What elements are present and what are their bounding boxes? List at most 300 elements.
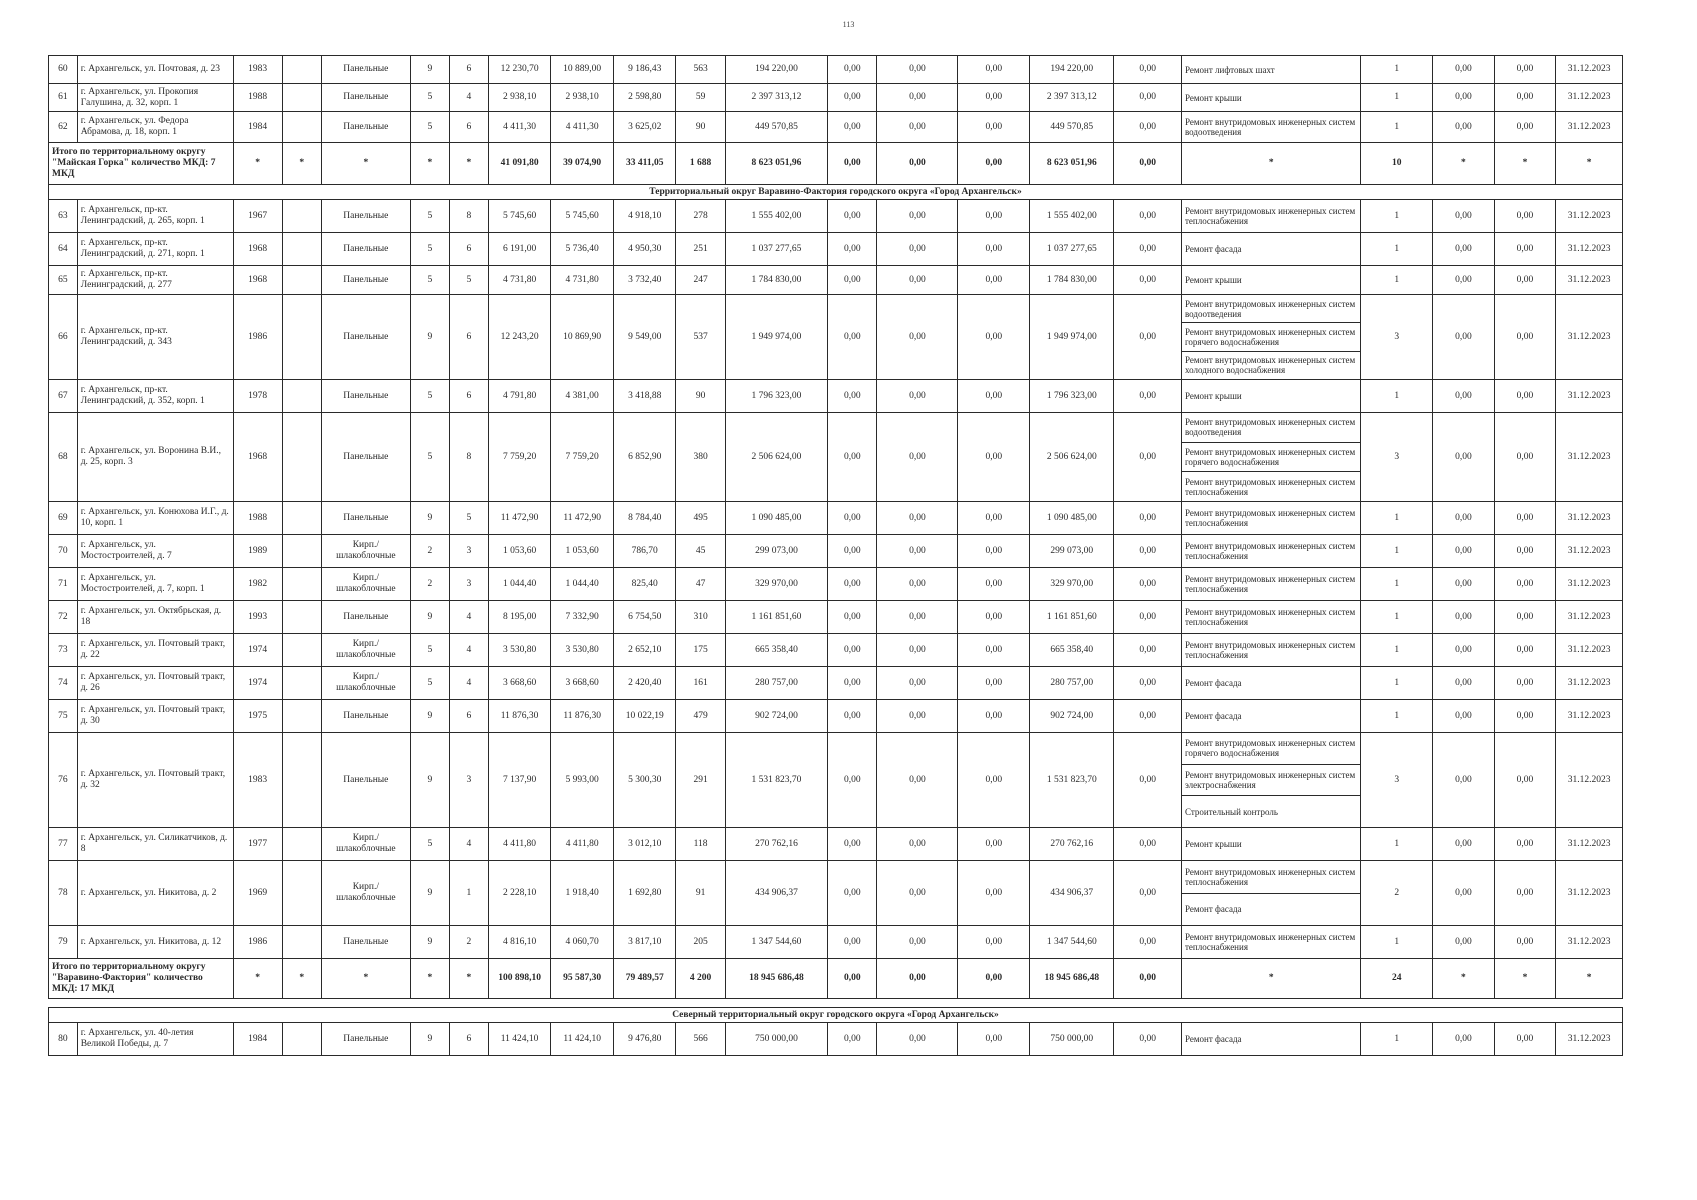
entrances: 2 [449, 926, 488, 959]
floors: 5 [410, 828, 449, 861]
deadline: 31.12.2023 [1556, 667, 1623, 700]
build-year: 1983 [233, 56, 282, 84]
works-cell [1181, 56, 1360, 84]
floors: 9 [410, 1023, 449, 1056]
entrances: 8 [449, 413, 488, 502]
area-residential: 11 424,10 [551, 1023, 614, 1056]
area-total: 11 424,10 [488, 1023, 551, 1056]
area-living: 10 022,19 [613, 700, 676, 733]
work-type: Ремонт внутридомовых инженерных систем водоотведения [1182, 295, 1360, 323]
area-living: 1 692,80 [613, 861, 676, 926]
unit-cost-1: 0,00 [1433, 926, 1495, 959]
total-cost-region: 0,00 [877, 143, 958, 185]
deadline: 31.12.2023 [1556, 502, 1623, 535]
wall-material: Кирп./ шлакоблочные [321, 828, 410, 861]
cost-owners: 449 570,85 [1030, 112, 1114, 143]
works-count: 1 [1361, 700, 1433, 733]
works-count: 3 [1361, 295, 1433, 380]
deadline: 31.12.2023 [1556, 413, 1623, 502]
cost-total: 299 073,00 [725, 535, 828, 568]
area-living: 3 012,10 [613, 828, 676, 861]
unit-cost-1: 0,00 [1433, 601, 1495, 634]
area-living: 4 918,10 [613, 200, 676, 233]
table-row [49, 84, 1623, 112]
entrances: 6 [449, 380, 488, 413]
residents: 45 [676, 535, 725, 568]
cost-total: 270 762,16 [725, 828, 828, 861]
address: г. Архангельск, ул. Почтовый тракт, д. 30 [77, 700, 233, 733]
table-row [49, 502, 1623, 535]
area-total: 12 243,20 [488, 295, 551, 380]
unit-cost-1: 0,00 [1433, 568, 1495, 601]
area-living: 825,40 [613, 568, 676, 601]
unit-cost-2: 0,00 [1494, 1023, 1556, 1056]
works-count: 1 [1361, 1023, 1433, 1056]
row-number: 64 [49, 233, 78, 266]
works-count: 1 [1361, 634, 1433, 667]
total-cost-region: 0,00 [877, 959, 958, 999]
cost-fund: 0,00 [828, 926, 877, 959]
works-cell [1181, 1023, 1360, 1056]
cost-fund: 0,00 [828, 568, 877, 601]
residents: 537 [676, 295, 725, 380]
build-year: 1968 [233, 233, 282, 266]
cost-owners: 750 000,00 [1030, 1023, 1114, 1056]
district-title: Территориальный округ Варавино-Фактория городского округа «Город Архангельск» [49, 185, 1623, 200]
row-number: 76 [49, 733, 78, 828]
deadline: 31.12.2023 [1556, 112, 1623, 143]
unit-cost-2: 0,00 [1494, 413, 1556, 502]
residents: 380 [676, 413, 725, 502]
work-type: Ремонт лифтовых шахт [1184, 64, 1275, 75]
work-type: Ремонт крыши [1184, 275, 1242, 285]
works-count: 3 [1361, 733, 1433, 828]
total-star: * [1494, 143, 1556, 185]
cost-city: 0,00 [958, 601, 1030, 634]
area-residential: 7 759,20 [551, 413, 614, 502]
works-count: 1 [1361, 568, 1433, 601]
work-type: Ремонт внутридомовых инженерных систем теплоснабжения [1184, 607, 1356, 627]
empty-cell [282, 861, 321, 926]
build-year: 1984 [233, 1023, 282, 1056]
deadline: 31.12.2023 [1556, 700, 1623, 733]
deadline: 31.12.2023 [1556, 380, 1623, 413]
build-year: 1967 [233, 200, 282, 233]
cost-fund: 0,00 [828, 733, 877, 828]
cost-region: 0,00 [877, 112, 958, 143]
entrances: 3 [449, 733, 488, 828]
floors: 9 [410, 700, 449, 733]
unit-cost-1: 0,00 [1433, 634, 1495, 667]
total-star: * [1556, 959, 1623, 999]
area-total: 4 816,10 [488, 926, 551, 959]
empty-cell [282, 233, 321, 266]
cost-region: 0,00 [877, 667, 958, 700]
total-star: * [282, 143, 321, 185]
cost-other: 0,00 [1114, 828, 1182, 861]
works-count: 3 [1361, 413, 1433, 502]
build-year: 1984 [233, 112, 282, 143]
row-number: 69 [49, 502, 78, 535]
empty-cell [282, 56, 321, 84]
address: г. Архангельск, ул. Октябрьская, д. 18 [77, 601, 233, 634]
cost-fund: 0,00 [828, 233, 877, 266]
residents: 175 [676, 634, 725, 667]
works-count: 2 [1361, 861, 1433, 926]
entrances: 6 [449, 295, 488, 380]
works-count: 1 [1361, 266, 1433, 295]
wall-material: Панельные [321, 295, 410, 380]
unit-cost-2: 0,00 [1494, 380, 1556, 413]
works-cell [1181, 568, 1360, 601]
works-cell [1181, 84, 1360, 112]
wall-material: Панельные [321, 413, 410, 502]
area-total: 4 731,80 [488, 266, 551, 295]
address: г. Архангельск, ул. Федора Абрамова, д. 18, корп. 1 [77, 112, 233, 143]
area-living: 4 950,30 [613, 233, 676, 266]
area-total: 11 472,90 [488, 502, 551, 535]
entrances: 4 [449, 84, 488, 112]
total-area-residential: 39 074,90 [551, 143, 614, 185]
work-type: Ремонт крыши [1184, 839, 1242, 849]
total-works-count: 24 [1361, 959, 1433, 999]
works-cell [1181, 502, 1360, 535]
work-type: Ремонт внутридомовых инженерных систем холодного водоснабжения [1184, 355, 1356, 376]
cost-city: 0,00 [958, 200, 1030, 233]
area-residential: 2 938,10 [551, 84, 614, 112]
deadline: 31.12.2023 [1556, 733, 1623, 828]
cost-total: 194 220,00 [725, 56, 828, 84]
build-year: 1969 [233, 861, 282, 926]
deadline: 31.12.2023 [1556, 926, 1623, 959]
address: г. Архангельск, пр-кт. Ленинградский, д. 277 [77, 266, 233, 295]
row-number: 73 [49, 634, 78, 667]
area-total: 3 668,60 [488, 667, 551, 700]
work-type: Ремонт внутридомовых инженерных систем электроснабжения [1182, 765, 1360, 797]
area-residential: 5 745,60 [551, 200, 614, 233]
build-year: 1986 [233, 926, 282, 959]
build-year: 1977 [233, 828, 282, 861]
total-area-residential: 95 587,30 [551, 959, 614, 999]
cost-fund: 0,00 [828, 295, 877, 380]
cost-total: 1 796 323,00 [725, 380, 828, 413]
empty-cell [282, 926, 321, 959]
build-year: 1988 [233, 502, 282, 535]
residents: 91 [676, 861, 725, 926]
unit-cost-1: 0,00 [1433, 266, 1495, 295]
total-star: * [1181, 143, 1360, 185]
residents: 291 [676, 733, 725, 828]
address: г. Архангельск, пр-кт. Ленинградский, д. 343 [77, 295, 233, 380]
residents: 118 [676, 828, 725, 861]
address: г. Архангельск, ул. Никитова, д. 12 [77, 926, 233, 959]
empty-cell [282, 535, 321, 568]
cost-other: 0,00 [1114, 84, 1182, 112]
unit-cost-2: 0,00 [1494, 926, 1556, 959]
entrances: 5 [449, 502, 488, 535]
district-header [49, 185, 1623, 200]
area-total: 7 759,20 [488, 413, 551, 502]
works-cell [1181, 233, 1360, 266]
cost-other: 0,00 [1114, 380, 1182, 413]
total-star: * [1433, 959, 1495, 999]
district-header [49, 1008, 1623, 1023]
address: г. Архангельск, пр-кт. Ленинградский, д. 271, корп. 1 [77, 233, 233, 266]
cost-owners: 1 949 974,00 [1030, 295, 1114, 380]
cost-region: 0,00 [877, 535, 958, 568]
cost-other: 0,00 [1114, 295, 1182, 380]
cost-other: 0,00 [1114, 926, 1182, 959]
unit-cost-2: 0,00 [1494, 601, 1556, 634]
works-cell [1181, 295, 1360, 380]
area-living: 5 300,30 [613, 733, 676, 828]
works-cell [1181, 733, 1360, 828]
row-number: 72 [49, 601, 78, 634]
empty-cell [282, 634, 321, 667]
cost-region: 0,00 [877, 84, 958, 112]
row-number: 75 [49, 700, 78, 733]
unit-cost-1: 0,00 [1433, 295, 1495, 380]
unit-cost-2: 0,00 [1494, 634, 1556, 667]
work-type: Ремонт фасада [1184, 244, 1242, 254]
work-type: Ремонт фасада [1184, 711, 1242, 721]
table-row [49, 828, 1623, 861]
works-count: 1 [1361, 200, 1433, 233]
residents: 247 [676, 266, 725, 295]
work-type: Ремонт внутридомовых инженерных систем теплоснабжения [1184, 541, 1356, 561]
wall-material: Панельные [321, 200, 410, 233]
build-year: 1982 [233, 568, 282, 601]
row-number: 61 [49, 84, 78, 112]
residents: 495 [676, 502, 725, 535]
cost-city: 0,00 [958, 700, 1030, 733]
total-cost: 8 623 051,96 [725, 143, 828, 185]
address: г. Архангельск, ул. Почтовая, д. 23 [77, 56, 233, 84]
unit-cost-2: 0,00 [1494, 56, 1556, 84]
total-residents: 4 200 [676, 959, 725, 999]
deadline: 31.12.2023 [1556, 1023, 1623, 1056]
cost-total: 449 570,85 [725, 112, 828, 143]
area-total: 4 411,30 [488, 112, 551, 143]
table-body [49, 56, 1623, 1056]
works-count: 1 [1361, 535, 1433, 568]
cost-other: 0,00 [1114, 601, 1182, 634]
cost-city: 0,00 [958, 667, 1030, 700]
row-number: 68 [49, 413, 78, 502]
page-number: 113 [842, 20, 855, 29]
empty-cell [282, 568, 321, 601]
total-area-living: 79 489,57 [613, 959, 676, 999]
area-residential: 1 044,40 [551, 568, 614, 601]
area-residential: 4 411,80 [551, 828, 614, 861]
empty-cell [282, 733, 321, 828]
row-number: 63 [49, 200, 78, 233]
entrances: 4 [449, 667, 488, 700]
cost-region: 0,00 [877, 413, 958, 502]
cost-owners: 1 347 544,60 [1030, 926, 1114, 959]
row-number: 77 [49, 828, 78, 861]
cost-other: 0,00 [1114, 733, 1182, 828]
unit-cost-2: 0,00 [1494, 667, 1556, 700]
unit-cost-1: 0,00 [1433, 56, 1495, 84]
cost-total: 750 000,00 [725, 1023, 828, 1056]
empty-cell [282, 266, 321, 295]
district-total-row [49, 143, 1623, 185]
cost-total: 1 531 823,70 [725, 733, 828, 828]
area-living: 2 598,80 [613, 84, 676, 112]
area-residential: 3 530,80 [551, 634, 614, 667]
total-star: * [1556, 143, 1623, 185]
address: г. Архангельск, ул. Конюхова И.Г., д. 10, корп. 1 [77, 502, 233, 535]
cost-fund: 0,00 [828, 84, 877, 112]
work-type: Ремонт внутридомовых инженерных систем теплоснабжения [1184, 640, 1356, 660]
works-count: 1 [1361, 502, 1433, 535]
entrances: 3 [449, 535, 488, 568]
unit-cost-1: 0,00 [1433, 380, 1495, 413]
total-cost-other: 0,00 [1114, 143, 1182, 185]
wall-material: Кирп./ шлакоблочные [321, 861, 410, 926]
unit-cost-2: 0,00 [1494, 535, 1556, 568]
address: г. Архангельск, ул. Почтовый тракт, д. 22 [77, 634, 233, 667]
total-area-total: 100 898,10 [488, 959, 551, 999]
total-star: * [233, 959, 282, 999]
cost-other: 0,00 [1114, 1023, 1182, 1056]
cost-fund: 0,00 [828, 413, 877, 502]
unit-cost-2: 0,00 [1494, 200, 1556, 233]
cost-fund: 0,00 [828, 380, 877, 413]
cost-owners: 299 073,00 [1030, 535, 1114, 568]
unit-cost-1: 0,00 [1433, 200, 1495, 233]
deadline: 31.12.2023 [1556, 828, 1623, 861]
cost-city: 0,00 [958, 413, 1030, 502]
unit-cost-2: 0,00 [1494, 84, 1556, 112]
works-cell [1181, 112, 1360, 143]
build-year: 1978 [233, 380, 282, 413]
table-row [49, 634, 1623, 667]
cost-other: 0,00 [1114, 700, 1182, 733]
table-row [49, 568, 1623, 601]
cost-city: 0,00 [958, 502, 1030, 535]
area-total: 4 411,80 [488, 828, 551, 861]
wall-material: Панельные [321, 733, 410, 828]
cost-region: 0,00 [877, 733, 958, 828]
cost-city: 0,00 [958, 535, 1030, 568]
cost-fund: 0,00 [828, 634, 877, 667]
work-type: Строительный контроль [1184, 806, 1278, 817]
deadline: 31.12.2023 [1556, 200, 1623, 233]
unit-cost-2: 0,00 [1494, 502, 1556, 535]
cost-fund: 0,00 [828, 828, 877, 861]
cost-owners: 665 358,40 [1030, 634, 1114, 667]
address: г. Архангельск, ул. Почтовый тракт, д. 32 [77, 733, 233, 828]
wall-material: Кирп./ шлакоблочные [321, 634, 410, 667]
cost-other: 0,00 [1114, 200, 1182, 233]
table-row [49, 380, 1623, 413]
cost-region: 0,00 [877, 861, 958, 926]
area-living: 9 549,00 [613, 295, 676, 380]
total-star: * [282, 959, 321, 999]
cost-other: 0,00 [1114, 861, 1182, 926]
cost-fund: 0,00 [828, 1023, 877, 1056]
cost-region: 0,00 [877, 380, 958, 413]
area-total: 2 228,10 [488, 861, 551, 926]
total-cost-city: 0,00 [958, 959, 1030, 999]
entrances: 6 [449, 1023, 488, 1056]
cost-fund: 0,00 [828, 266, 877, 295]
cost-other: 0,00 [1114, 56, 1182, 84]
row-number: 78 [49, 861, 78, 926]
wall-material: Панельные [321, 380, 410, 413]
wall-material: Панельные [321, 56, 410, 84]
residents: 90 [676, 112, 725, 143]
area-residential: 10 889,00 [551, 56, 614, 84]
deadline: 31.12.2023 [1556, 601, 1623, 634]
wall-material: Панельные [321, 112, 410, 143]
works-cell [1181, 200, 1360, 233]
area-living: 3 625,02 [613, 112, 676, 143]
district-total-row [49, 959, 1623, 999]
row-number: 62 [49, 112, 78, 143]
cost-other: 0,00 [1114, 634, 1182, 667]
cost-owners: 329 970,00 [1030, 568, 1114, 601]
unit-cost-2: 0,00 [1494, 861, 1556, 926]
works-cell [1181, 667, 1360, 700]
table-row [49, 926, 1623, 959]
row-number: 70 [49, 535, 78, 568]
total-star: * [410, 143, 449, 185]
cost-city: 0,00 [958, 828, 1030, 861]
cost-city: 0,00 [958, 1023, 1030, 1056]
address: г. Архангельск, ул. Силикатчиков, д. 8 [77, 828, 233, 861]
works-count: 1 [1361, 926, 1433, 959]
entrances: 3 [449, 568, 488, 601]
unit-cost-1: 0,00 [1433, 1023, 1495, 1056]
address: г. Архангельск, ул. Почтовый тракт, д. 26 [77, 667, 233, 700]
residents: 59 [676, 84, 725, 112]
area-residential: 3 668,60 [551, 667, 614, 700]
floors: 2 [410, 568, 449, 601]
cost-city: 0,00 [958, 56, 1030, 84]
entrances: 6 [449, 112, 488, 143]
district-title: Северный территориальный округ городского округа «Город Архангельск» [49, 1008, 1623, 1023]
works-cell [1181, 266, 1360, 295]
wall-material: Панельные [321, 266, 410, 295]
row-number: 80 [49, 1023, 78, 1056]
row-number: 67 [49, 380, 78, 413]
unit-cost-2: 0,00 [1494, 828, 1556, 861]
unit-cost-1: 0,00 [1433, 861, 1495, 926]
cost-fund: 0,00 [828, 112, 877, 143]
entrances: 6 [449, 233, 488, 266]
table-row [49, 233, 1623, 266]
works-count: 1 [1361, 828, 1433, 861]
cost-fund: 0,00 [828, 502, 877, 535]
area-total: 1 053,60 [488, 535, 551, 568]
entrances: 4 [449, 828, 488, 861]
works-cell [1181, 535, 1360, 568]
cost-owners: 2 397 313,12 [1030, 84, 1114, 112]
unit-cost-1: 0,00 [1433, 84, 1495, 112]
cost-other: 0,00 [1114, 233, 1182, 266]
works-cell [1181, 828, 1360, 861]
table-row [49, 601, 1623, 634]
total-star: * [449, 143, 488, 185]
residents: 205 [676, 926, 725, 959]
wall-material: Панельные [321, 84, 410, 112]
work-type: Ремонт внутридомовых инженерных систем горячего водоснабжения [1182, 733, 1360, 765]
cost-owners: 902 724,00 [1030, 700, 1114, 733]
unit-cost-1: 0,00 [1433, 413, 1495, 502]
